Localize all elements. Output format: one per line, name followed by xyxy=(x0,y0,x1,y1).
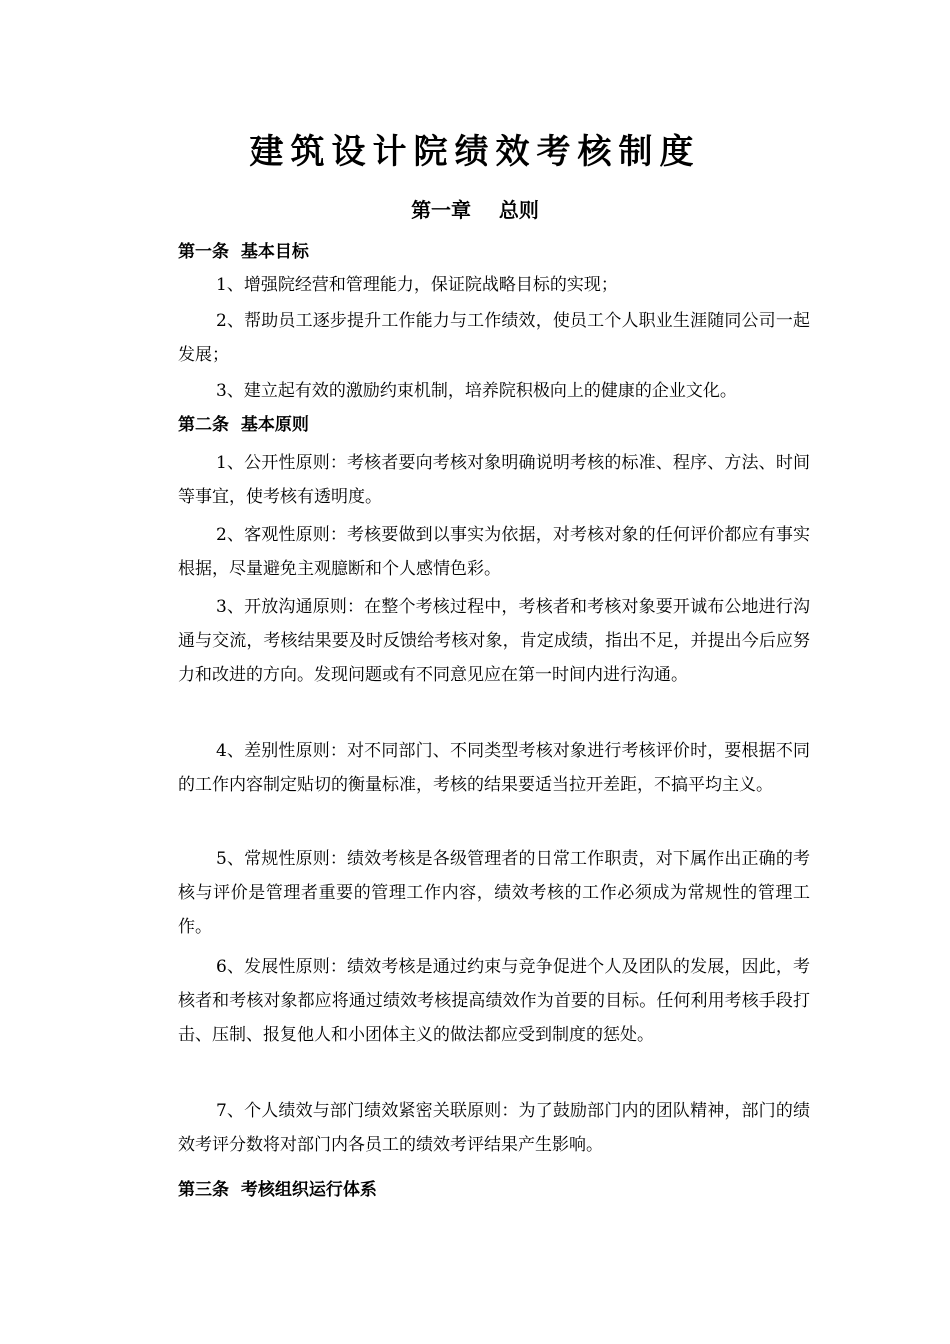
article-heading: 第一条 基本目标 xyxy=(178,242,309,262)
paragraph: 1、增强院经营和管理能力，保证院战略目标的实现； xyxy=(216,275,618,295)
paragraph: 7、个人绩效与部门绩效紧密关联原则：为了鼓励部门内的团队精神，部门的绩效考评分数将对部门内各员工的绩效考评结果产生影响。 xyxy=(178,1101,810,1155)
paragraph: 6、发展性原则：绩效考核是通过约束与竞争促进个人及团队的发展，因此，考核者和考核对象都应将通过绩效考核提高绩效作为首要的目标。任何利用考核手段打击、压制、报复他人和小团体主义的做法都应受到制度的惩处。 xyxy=(178,957,810,1045)
paragraph: 1、公开性原则：考核者要向考核对象明确说明考核的标准、程序、方法、时间等事宜，使考核有透明度。 xyxy=(178,453,810,507)
paragraph: 3、建立起有效的激励约束机制，培养院积极向上的健康的企业文化。 xyxy=(216,381,737,401)
paragraph: 2、帮助员工逐步提升工作能力与工作绩效，使员工个人职业生涯随同公司一起发展； xyxy=(178,311,810,365)
paragraph: 3、开放沟通原则：在整个考核过程中，考核者和考核对象要开诚布公地进行沟通与交流，考核结果要及时反馈给考核对象，肯定成绩，指出不足，并提出今后应努力和改进的方向。发现问题或有不同意见应在第一时间内进行沟通。 xyxy=(178,597,810,685)
paragraph: 2、客观性原则：考核要做到以事实为依据，对考核对象的任何评价都应有事实根据，尽量避免主观臆断和个人感情色彩。 xyxy=(178,525,810,579)
article-heading: 第三条 考核组织运行体系 xyxy=(178,1180,377,1200)
chapter-title: 第一章 总则 xyxy=(411,198,539,222)
document-title: 建筑设计院绩效考核制度 xyxy=(249,132,701,172)
paragraph: 4、差别性原则：对不同部门、不同类型考核对象进行考核评价时，要根据不同的工作内容制定贴切的衡量标准，考核的结果要适当拉开差距，不搞平均主义。 xyxy=(178,741,810,795)
article-heading: 第二条 基本原则 xyxy=(178,415,309,435)
paragraph: 5、常规性原则：绩效考核是各级管理者的日常工作职责，对下属作出正确的考核与评价是管理者重要的管理工作内容，绩效考核的工作必须成为常规性的管理工作。 xyxy=(178,849,810,937)
